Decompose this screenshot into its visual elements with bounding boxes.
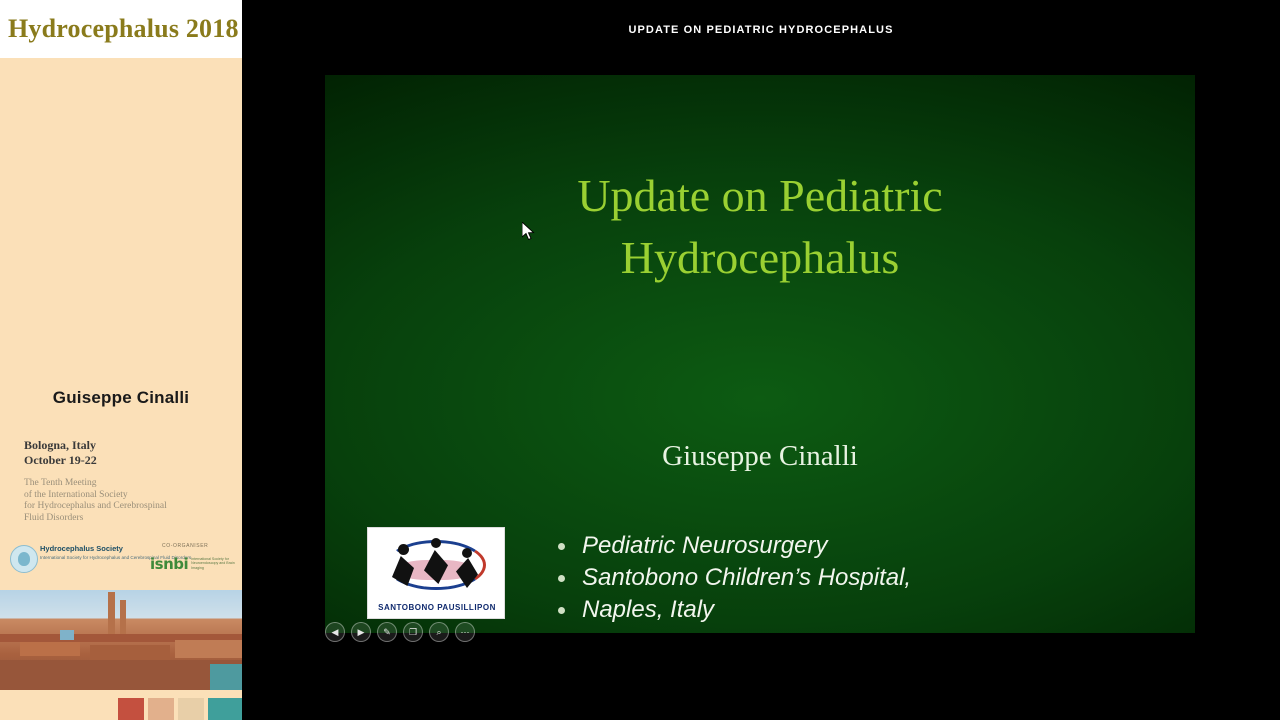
photo-roof-b bbox=[90, 645, 170, 661]
poster-meeting-line-1: The Tenth Meeting bbox=[24, 478, 97, 488]
more-options-icon[interactable]: ⋯ bbox=[455, 622, 475, 642]
poster-swatch-teal bbox=[208, 698, 242, 720]
poster-swatch-red bbox=[118, 698, 144, 720]
poster-swatch-tan bbox=[148, 698, 174, 720]
logo-head-right bbox=[462, 548, 472, 558]
photo-roof-c bbox=[175, 640, 242, 658]
slide-title-line-1: Update on Pediatric bbox=[577, 170, 943, 221]
list-item: Santobono Children’s Hospital, bbox=[550, 562, 1170, 594]
poster-speaker-name: Guiseppe Cinalli bbox=[52, 388, 190, 407]
previous-button[interactable]: ◀ bbox=[325, 622, 345, 642]
photo-window-a bbox=[60, 630, 74, 640]
photo-foreground bbox=[0, 660, 242, 690]
video-top-bar bbox=[242, 0, 1280, 62]
conference-poster-panel bbox=[0, 0, 242, 720]
photo-water-patch bbox=[210, 664, 242, 690]
slide-title bbox=[385, 165, 1135, 289]
photo-tower-short bbox=[120, 600, 126, 638]
santobono-hospital-logo bbox=[367, 527, 505, 619]
poster-meeting-line-3: for Hydrocephalus and Cerebrospinal bbox=[24, 501, 167, 511]
slide-bullet-list bbox=[550, 530, 1170, 626]
poster-location-block bbox=[24, 438, 97, 468]
poster-dates: October 19-22 bbox=[24, 453, 97, 467]
logo-head-left bbox=[398, 544, 409, 555]
poster-city: Bologna, Italy bbox=[24, 438, 97, 452]
zoom-icon[interactable]: ⌕ bbox=[429, 622, 449, 642]
slide-author: Giuseppe Cinalli bbox=[662, 440, 858, 472]
photo-roof-a bbox=[20, 642, 80, 656]
player-controls[interactable] bbox=[325, 622, 475, 642]
pen-icon[interactable]: ✎ bbox=[377, 622, 397, 642]
poster-swatch-cream bbox=[178, 698, 204, 720]
photo-tower-tall bbox=[108, 592, 115, 638]
society-subtitle: International Society for Hydrocephalus and Cerebrospinal Fluid Disorders bbox=[40, 555, 192, 560]
play-button[interactable]: ▶ bbox=[351, 622, 371, 642]
poster-meeting-line-4: Fluid Disorders bbox=[24, 512, 84, 523]
mouse-cursor bbox=[522, 222, 536, 242]
presentation-title: UPDATE ON PEDIATRIC HYDROCEPHALUS bbox=[628, 24, 894, 36]
isnbi-logo bbox=[150, 555, 239, 573]
slide-canvas[interactable] bbox=[325, 75, 1195, 633]
list-item: Naples, Italy bbox=[550, 594, 1170, 626]
poster-bottom-bar bbox=[0, 690, 242, 720]
isnbi-wordmark: isnbi bbox=[150, 555, 189, 573]
hydrocephalus-society-icon bbox=[10, 545, 38, 573]
society-name: Hydrocephalus Society bbox=[40, 544, 123, 553]
poster-title: Hydrocephalus 2018 bbox=[8, 14, 239, 43]
logo-head-center bbox=[431, 538, 441, 548]
isnbi-subtitle: International Society for Neuroendoscopy and Brain Imaging bbox=[191, 557, 235, 570]
poster-meeting-block bbox=[24, 478, 167, 524]
list-item: Pediatric Neurosurgery bbox=[550, 530, 1170, 562]
co-organiser-label: CO-ORGANISER bbox=[162, 543, 209, 549]
poster-body bbox=[0, 58, 242, 590]
slide-title-line-2: Hydrocephalus bbox=[620, 232, 900, 283]
poster-header bbox=[0, 0, 242, 58]
hospital-logo-caption: SANTOBONO PAUSILLIPON bbox=[378, 603, 496, 612]
slides-icon[interactable]: ❐ bbox=[403, 622, 423, 642]
poster-logos bbox=[10, 543, 235, 583]
poster-meeting-line-2: of the International Society bbox=[24, 489, 128, 500]
poster-city-photo bbox=[0, 590, 242, 690]
